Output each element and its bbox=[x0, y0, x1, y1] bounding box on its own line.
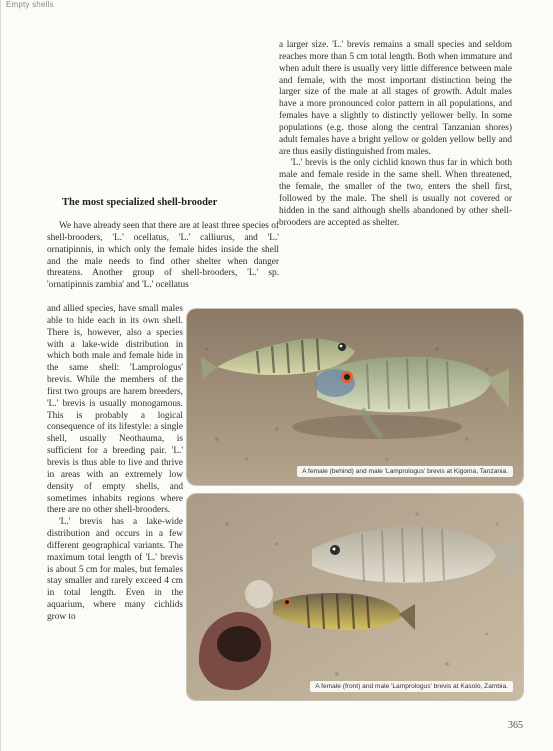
photo-kigoma bbox=[187, 309, 523, 485]
left-text-column bbox=[47, 304, 183, 624]
paragraph: a larger size. 'L.' brevis remains a small species and seldom reaches more than 5 cm total length. Both when immature and when adult there is usually very little difference between male and female, with the most important distinction being the larger size of the male at all stages of growth. Adult males have a more pronounced color pattern in all populations, and females have a slightly to distinctly yellower belly. In some populations (e.g. those along the central Tanzanian shores) adult females have a bright yellow or golden yellow belly and are thus easily distinguished from males. bbox=[279, 40, 512, 157]
figure-caption: A female (behind) and male 'Lamprologus' brevis at Kigoma, Tanzania. bbox=[297, 466, 513, 477]
fish-photo-illustration bbox=[187, 494, 523, 700]
right-text-column bbox=[279, 40, 512, 230]
paragraph: We have already seen that there are at least three species of shell-brooders, 'L.' ocellatus, 'L.' calliurus, and 'L.' ornatipinnis, in which only the female hides inside the shell and the male needs to find other shelter when danger threatens. Another group of shell-brooders, 'L.' sp. 'ornatipinnis zambia' and 'L.' ocellatus bbox=[47, 221, 279, 291]
paragraph: 'L.' brevis has a lake-wide distribution and occurs in a few different geographical variants. The maximum total length of 'L.' brevis is about 5 cm for males, but females stay smaller and rarely exceed 4 cm in total length. Even in the aquarium, where many cichlids grow to bbox=[47, 517, 183, 622]
running-header: Empty shells bbox=[6, 0, 54, 9]
paragraph: and allied species, have small males able to hide each in its own shell. There is, however, also a species with a lake-wide distribution in which both male and female hide in the same shell: 'Lamprologus' brevis. While the members of the first two groups are harem breeders, 'L.' brevis is usually monogamous. This is probably a logical consequence of its lifestyle: a single shell, usually Neothauma, is sufficient for a breeding pair. 'L.' brevis is thus able to live and thrive in areas with an extremely low density of empty shells, and sometimes inhabits regions where there are no other shell-brooders. bbox=[47, 304, 183, 516]
section-heading: The most specialized shell-brooder bbox=[62, 197, 218, 208]
figure-caption: A female (front) and male 'Lamprologus' brevis at Kasolo, Zambia. bbox=[310, 681, 513, 692]
fish-photo-illustration bbox=[187, 309, 523, 485]
paragraph: 'L.' brevis is the only cichlid known thus far in which both male and female reside in the same shell. When threatened, the female, the smaller of the two, enters the shell first, followed by the male. The shell is usually not covered or hidden in the sand although shells abandoned by other shell-brooders are accepted as shelter. bbox=[279, 158, 512, 228]
intro-paragraph bbox=[47, 221, 279, 292]
page-number: 365 bbox=[508, 720, 523, 731]
photo-kasolo bbox=[187, 494, 523, 700]
